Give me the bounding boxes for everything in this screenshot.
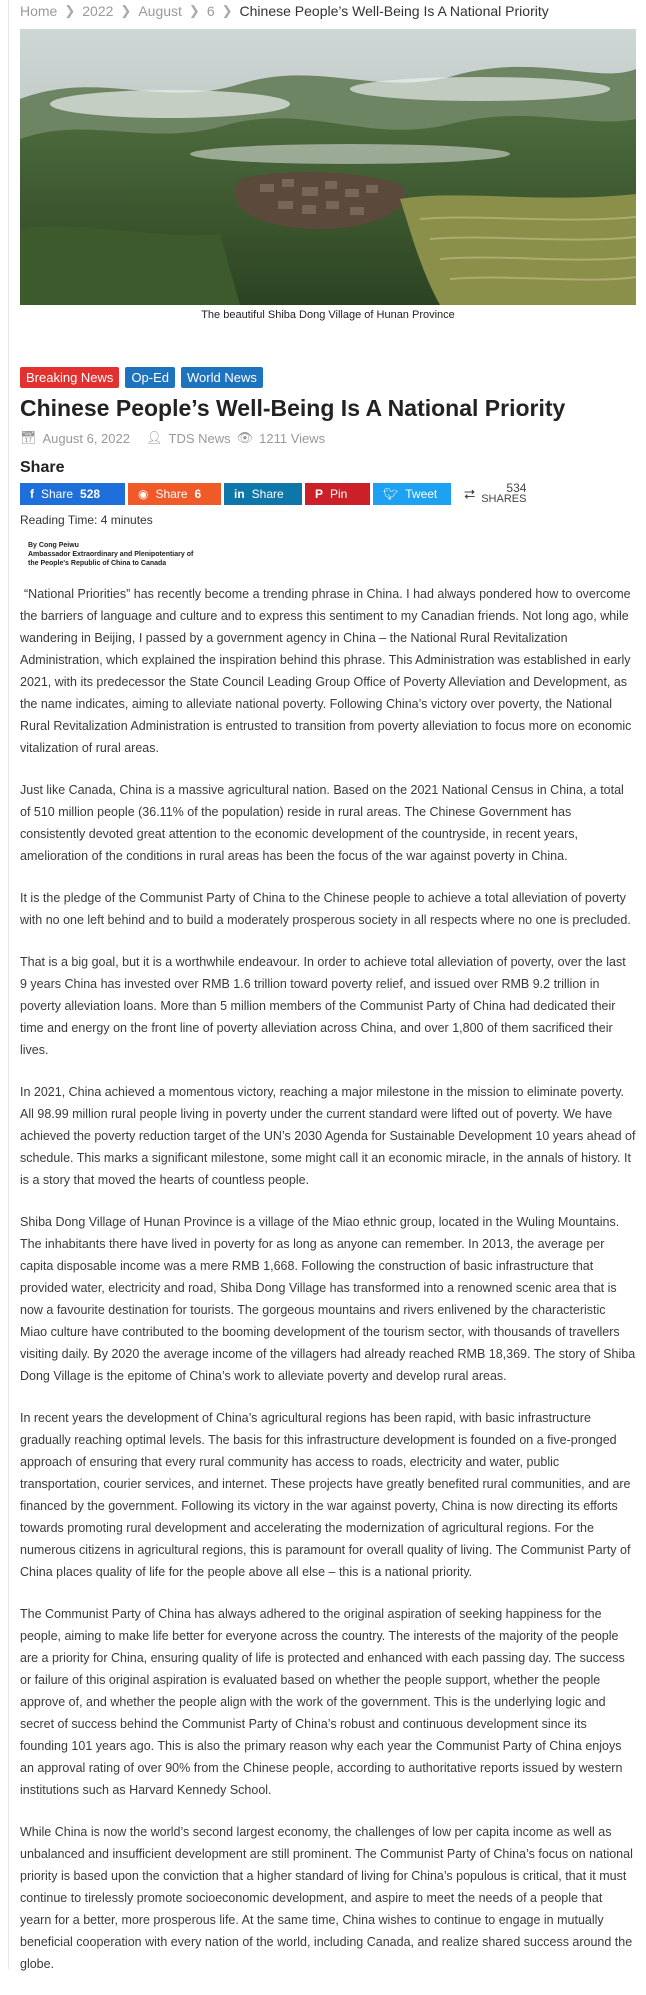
article-body — [20, 583, 636, 1975]
chevron-right-icon: ❯ — [221, 3, 233, 18]
reddit-share-count: 6 — [194, 487, 202, 501]
pinterest-share-label: Pin — [330, 487, 348, 501]
breadcrumb-day[interactable]: 6 — [206, 3, 215, 19]
reading-time: Reading Time: 4 minutes — [20, 513, 153, 527]
breadcrumb — [20, 0, 636, 22]
paragraph: In recent years the development of China’s agricultural regions has been rapid, with basic infrastructure gradually reaching optimal levels. The basis for this infrastructure development is founded on a five-pronged approach of ensuring that every rural community has access to roads, electricity and water, public transportation, courier services, and internet. These projects have greatly benefited rural communities, and are financed by the government. Following its victory in the war against poverty, China is now directing its efforts towards promoting rural development and accelerating the modernization of agricultural regions. For the numerous citizens in agricultural regions, this is paramount for overall quality of living. The Communist Party of China places quality of life for the people above all else – this is a national priority. — [20, 1411, 631, 1579]
share-alt-icon: ⮂ — [464, 485, 476, 502]
linkedin-share-label: Share — [251, 487, 284, 501]
article-title: Chinese People’s Well-Being Is A National Priority — [20, 395, 566, 421]
article-views: 1211 Views — [259, 430, 326, 446]
chevron-right-icon: ❯ — [120, 3, 132, 18]
category-breaking-news[interactable]: Breaking News — [20, 367, 119, 388]
hero-image — [20, 29, 636, 305]
byline-country: the People's Republic of China to Canada — [28, 560, 167, 567]
eye-icon: 👁︎ — [236, 430, 254, 445]
chevron-right-icon: ❯ — [188, 3, 200, 18]
byline-name: By Cong Peiwu — [28, 542, 79, 549]
linkedin-share-button[interactable] — [224, 483, 302, 505]
article-author[interactable]: TDS News — [168, 430, 231, 446]
breadcrumb-month[interactable]: August — [138, 3, 182, 19]
article-container — [20, 0, 636, 1995]
category-world-news[interactable]: World News — [181, 367, 263, 388]
twitter-share-label: Tweet — [405, 487, 438, 501]
paragraph: In 2021, China achieved a momentous victory, reaching a major milestone in the mission to eliminate poverty. All 98.99 million rural people living in poverty under the current standard were lifted out of poverty. We have achieved the poverty reduction target of the UN’s 2030 Agenda for Sustainable Development 10 years ahead of schedule. This marks a significant milestone, some might call it an economic miracle, in the annals of history. It is a story that moved the hearts of countless people. — [20, 1085, 636, 1187]
reddit-share-button[interactable] — [128, 483, 221, 505]
category-tags — [20, 367, 636, 388]
village-landscape-image — [20, 29, 636, 305]
paragraph: Just like Canada, China is a massive agricultural nation. Based on the 2021 National Census in China, a total of 510 million people (36.11% of the population) reside in rural areas. The Chinese Government has consistently devoted great attention to the economic development of the countryside, in recent years, amelioration of the conditions in rural areas has been the focus of the war against poverty in China. — [20, 783, 624, 863]
article-meta — [20, 430, 636, 446]
byline-title: Ambassador Extraordinary and Plenipotentiary of — [28, 551, 194, 558]
left-border — [8, 0, 9, 1969]
facebook-share-label: Share — [41, 487, 74, 501]
paragraph: Shiba Dong Village of Hunan Province is a village of the Miao ethnic group, located in the Wuling Mountains. The inhabitants there have lived in poverty for as long as anyone can remember. In 2013, the average per capita disposable income was a mere RMB 1,668. Following the construction of basic infrastructure that provided water, electricity and road, Shiba Dong Village has transformed into a renowned scenic area that is now a favourite destination for tourists. The gorgeous mountains and rivers enlivened by the characteristic Miao culture have contributed to the booming development of the tourism sector, with thousands of travellers visiting daily. By 2020 the average income of the villagers had already reached RMB 18,369. The story of Shiba Dong Village is the epitome of China’s work to alleviate poverty and develop rural areas. — [20, 1215, 636, 1383]
share-total-count: 534 — [506, 481, 527, 495]
user-icon: 👤︎ — [145, 430, 163, 445]
hero-caption: The beautiful Shiba Dong Village of Hunan Province — [201, 309, 455, 321]
author-byline — [28, 541, 636, 568]
paragraph: It is the pledge of the Communist Party of China to the Chinese people to achieve a total alleviation of poverty with no one left behind and to build a moderately prosperous society in all respects where no one is precluded. — [20, 891, 631, 927]
reddit-share-label: Share — [155, 487, 188, 501]
twitter-share-button[interactable] — [373, 483, 451, 505]
share-heading: Share — [20, 459, 65, 476]
article-date[interactable]: August 6, 2022 — [42, 430, 130, 446]
facebook-share-count: 528 — [80, 487, 101, 501]
breadcrumb-home[interactable]: Home — [20, 3, 58, 19]
calendar-icon: 📅︎ — [20, 430, 37, 445]
chevron-right-icon: ❯ — [64, 3, 76, 18]
breadcrumb-year[interactable]: 2022 — [82, 3, 114, 19]
paragraph: The Communist Party of China has always adhered to the original aspiration of seeking happiness for the people, aiming to make life better for everyone across the country. The interests of the majority of the people are a priority for China, ensuring quality of life is protected and enhanced with each passing day. The success or failure of this original aspiration is evaluated based on whether the people support, whether the people approve of, and whether the people align with the work of the government. This is the underlying logic and secret of success behind the Communist Party of China’s robust and continuous development since its founding 101 years ago. This is also the primary reason why each year the Communist Party of China enjoys an approval rating of over 90% from the Chinese people, according to authoritative reports issued by western institutions such as Harvard Kennedy School. — [20, 1607, 625, 1797]
category-op-ed[interactable]: Op-Ed — [125, 367, 175, 388]
share-total-label: SHARES — [481, 493, 527, 505]
linkedin-icon: in — [234, 487, 245, 501]
facebook-share-button[interactable] — [20, 483, 125, 505]
breadcrumb-current: Chinese People’s Well-Being Is A National Priority — [239, 3, 549, 19]
paragraph: “National Priorities” has recently become a trending phrase in China. I had always pondered how to overcome the barriers of language and culture and to express this sentiment to my Canadian friends. Not long ago, while wandering in Beijing, I passed by a government agency in China – the National Rural Revitalization Administration, which explained the inspiration behind this phrase. This Administration was established in early 2021, with its predecessor the State Council Leading Group Office of Poverty Alleviation and Development, as the name indicates, aiming to alleviate national poverty. Following China’s victory over poverty, the National Rural Revitalization Administration is entrusted to transition from poverty alleviation to focus more on economic vitalization of rural areas. — [20, 587, 632, 755]
paragraph: While China is now the world’s second largest economy, the challenges of low per capita income as well as unbalanced and insufficient development are still prominent. The Communist Party of China’s focus on national priority is based upon the conviction that a higher standard of living for China’s populous is critical, that it must continue to tirelessly promote socioeconomic development, and aspire to meet the needs of a people that yearn for a better, more prosperous life. At the same time, China wishes to continue to engage in mutually beneficial cooperation with every nation of the world, including Canada, and realize shared success around the globe. — [20, 1825, 633, 1971]
twitter-icon: 🐦︎ — [383, 487, 399, 501]
share-total — [464, 483, 526, 505]
paragraph: That is a big goal, but it is a worthwhile endeavour. In order to achieve total alleviation of poverty, over the last 9 years China has invested over RMB 1.6 trillion toward poverty relief, and issued over RMB 9.2 trillion in poverty alleviation loans. More than 5 million members of the Communist Party of China had dedicated their time and energy on the front line of poverty alleviation across China, and over 1,800 of them sacrificed their lives. — [20, 955, 626, 1057]
facebook-icon: f — [30, 487, 34, 501]
pinterest-share-button[interactable] — [305, 483, 370, 505]
reddit-icon: ◉ — [138, 487, 149, 501]
share-buttons — [20, 483, 636, 505]
pinterest-icon: P — [315, 487, 324, 501]
